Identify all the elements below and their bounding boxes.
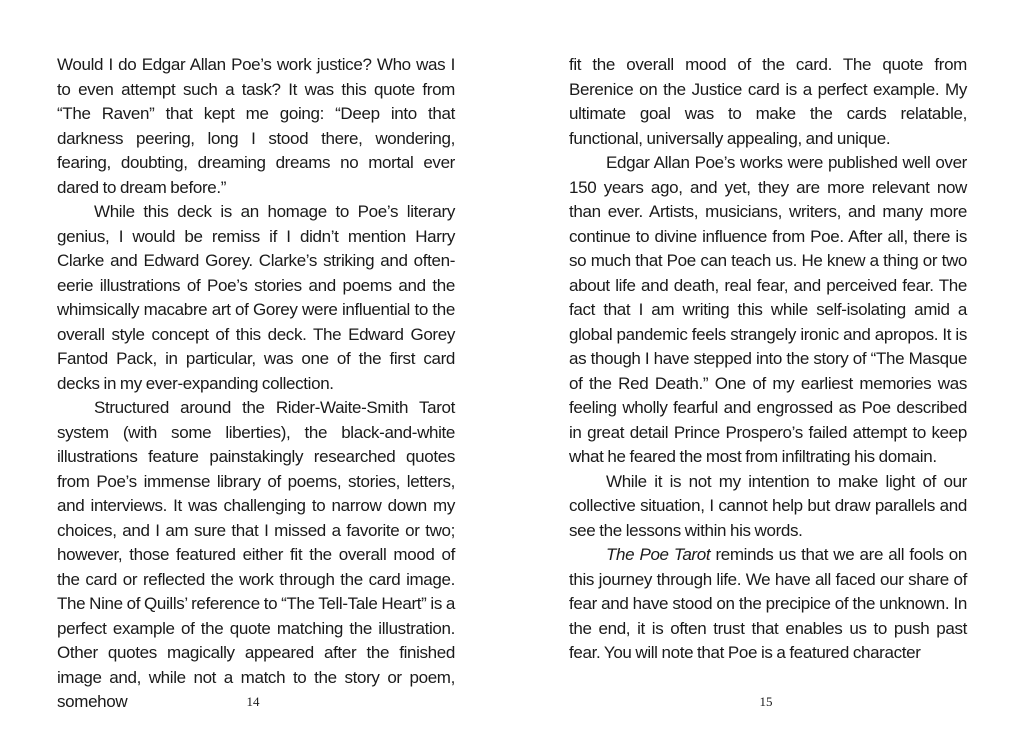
right-paragraph-4 <box>569 543 967 666</box>
left-page-number: 14 <box>246 694 260 709</box>
left-paragraph-3: Structured around the Rider-Waite-Smith Tarot system (with some liberties), the black-and-white illustrations feature painstakingly researched quotes from Poe’s immense library of poems, stories, letters, and interviews. It was challenging to narrow down my choices, and I am sure that I missed a favorite or two; however, those featured either fit the overall mood of the card or reflected the work through the card image. The Nine of Quills’ reference to “The Tell-Tale Heart” is a perfect example of the quote matching the illustration. Other quotes magically appeared after the finished image and, while not a match to the story or poem, somehow <box>57 398 455 711</box>
right-paragraph-1: fit the overall mood of the card. The quote from Berenice on the Justice card is a perfect example. My ultimate goal was to make the cards relatable, functional, universally appealing, and unique. <box>569 55 967 148</box>
right-paragraph-4-text: reminds us that we are all fools on this journey through life. We have all faced our share of fear and have stood on the precipice of the unknown. In the end, it is often trust that enables us to push past fear. You will note that Poe is a featured character <box>569 545 967 662</box>
left-paragraph-1: Would I do Edgar Allan Poe’s work justice? Who was I to even attempt such a task? It was this quote from “The Raven” that kept me going: “Deep into that darkness peering, long I stood there, wondering, fearing, doubting, dreaming dreams no mortal ever dared to dream before.” <box>57 55 455 197</box>
right-page-number: 15 <box>759 694 773 709</box>
right-page-body <box>569 53 967 666</box>
book-title-italic: The Poe Tarot <box>606 545 711 564</box>
left-page-body <box>57 53 455 715</box>
right-paragraph-2: Edgar Allan Poe’s works were published well over 150 years ago, and yet, they are more relevant now than ever. Artists, musicians, writers, and many more continue to divine influence from Poe. After all, there is so much that Poe can teach us. He knew a thing or two about life and death, real fear, and perceived fear. The fact that I am writing this while self-isolating amid a global pandemic feels strangely ironic and apropos. It is as though I have stepped into the story of “The Masque of the Red Death.” One of my earliest memories was feeling wholly fearful and engrossed as Poe described in great detail Prince Prospero’s failed attempt to keep what he feared the most from infiltrating his domain. <box>569 153 967 466</box>
left-paragraph-2: While this deck is an homage to Poe’s literary genius, I would be remiss if I didn’t mention Harry Clarke and Edward Gorey. Clarke’s striking and often-eerie illustrations of Poe’s stories and poems and the whimsically macabre art of Gorey were influential to the overall style concept of this deck. The Edward Gorey Fantod Pack, in particular, was one of the first card decks in my ever-expanding collection. <box>57 202 455 393</box>
right-paragraph-3: While it is not my intention to make light of our collective situation, I cannot help but draw parallels and see the lessons within his words. <box>569 471 967 540</box>
